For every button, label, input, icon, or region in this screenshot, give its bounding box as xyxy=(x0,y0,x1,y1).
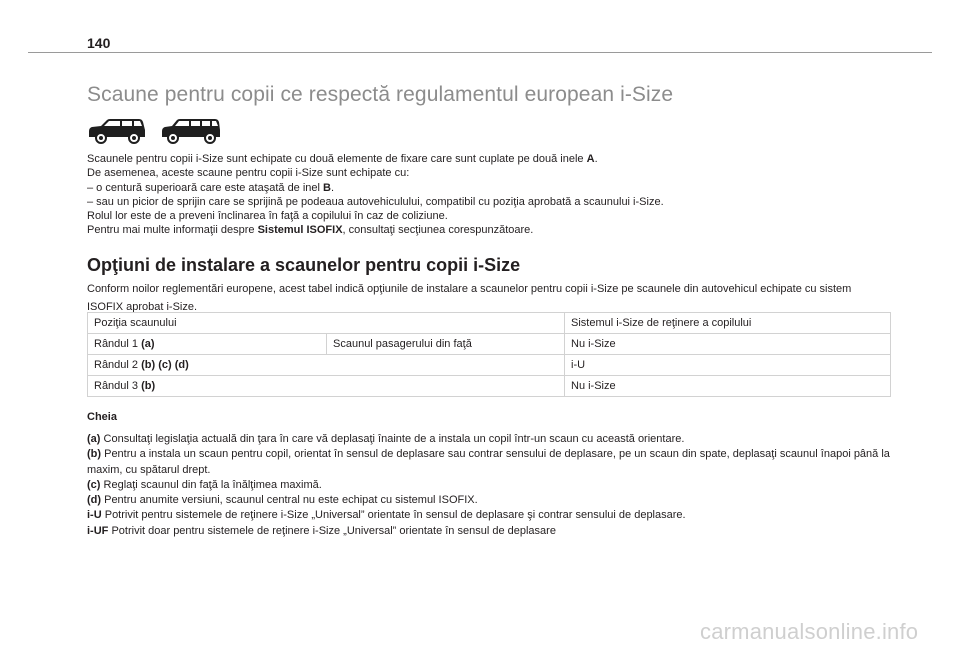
table-row xyxy=(88,334,891,355)
header-seat-position: Poziţia scaunului xyxy=(88,313,565,334)
key-notes xyxy=(87,432,897,539)
key-title: Cheia xyxy=(87,411,117,423)
row-seat: Scaunul pasagerului din faţă xyxy=(327,334,565,355)
key-note: (a) Consultaţi legislaţia actuală din ţara în care vă deplasaţi înainte de a instala un copil într-un scaun cu această orientare. xyxy=(87,433,685,445)
row-value: Nu i-Size xyxy=(565,376,891,397)
intro-line: – sau un picior de sprijin care se sprijină pe podeaua autovehiculului, compatibil cu poziţia aprobată a scaunului i-Size. xyxy=(87,195,664,208)
section-title: Scaune pentru copii ce respectă regulamentul european i-Size xyxy=(87,83,674,106)
key-note: (b) Pentru a instala un scaun pentru copil, orientat în sensul de deplasare sau contrar sensului de deplasare, pe un scaun din spate, deplasaţi scaunul înapoi până la maxim, cu spătarul drept. xyxy=(87,448,890,476)
row-value: Nu i-Size xyxy=(565,334,891,355)
page-number: 140 xyxy=(87,35,111,51)
table-row xyxy=(88,355,891,376)
row-value: i-U xyxy=(565,355,891,376)
key-note: (c) Reglaţi scaunul din faţă la înălţimea maximă. xyxy=(87,478,322,491)
installation-options-heading: Opţiuni de instalare a scaunelor pentru copii i-Size xyxy=(87,255,521,275)
row-label: Rândul 1 (a) xyxy=(88,334,327,355)
isize-installation-table xyxy=(87,312,891,397)
intro-line: Scaunele pentru copii i-Size sunt echipate cu două elemente de fixare care sunt cuplate pe două inele A. xyxy=(87,153,598,165)
intro-line: – o centură superioară care este ataşată de inel B. xyxy=(87,181,335,194)
van-short-icon xyxy=(87,117,147,145)
intro-line: Pentru mai multe informaţii despre Sistemul ISOFIX, consultaţi secţiunea corespunzătoare. xyxy=(87,224,534,237)
table-header-row xyxy=(88,313,891,334)
intro-line: De asemenea, aceste scaune pentru copii i-Size sunt echipate cu: xyxy=(87,167,410,180)
key-note: (d) Pentru anumite versiuni, scaunul central nu este echipat cu sistemul ISOFIX. xyxy=(87,494,478,507)
table-intro: Conform noilor reglementări europene, acest tabel indică opţiunile de instalare a scaunelor pentru copii i-Size pe scaunele din autovehicul echipate cu sistem ISOFIX aprobat i-Size. xyxy=(87,283,852,313)
key-note: i-UF Potrivit doar pentru sistemele de reţinere i-Size „Universal” orientate în sensul de deplasare xyxy=(87,524,556,537)
van-long-icon xyxy=(161,117,221,145)
intro-line: Rolul lor este de a preveni înclinarea în faţă a copilului în caz de coliziune. xyxy=(87,210,448,223)
key-note: i-U Potrivit pentru sistemele de reţinere i-Size „Universal” orientate în sensul de deplasare şi contrar sensului de deplasare. xyxy=(87,509,686,522)
top-divider xyxy=(28,52,932,53)
table-row xyxy=(88,376,891,397)
intro-text xyxy=(87,152,887,238)
row-label: Rândul 2 (b) (c) (d) xyxy=(88,355,565,376)
watermark: carmanualsonline.info xyxy=(700,619,919,644)
header-restraint-system: Sistemul i-Size de reţinere a copilului xyxy=(565,313,891,334)
row-label: Rândul 3 (b) xyxy=(88,376,565,397)
vehicle-icons xyxy=(87,117,221,145)
